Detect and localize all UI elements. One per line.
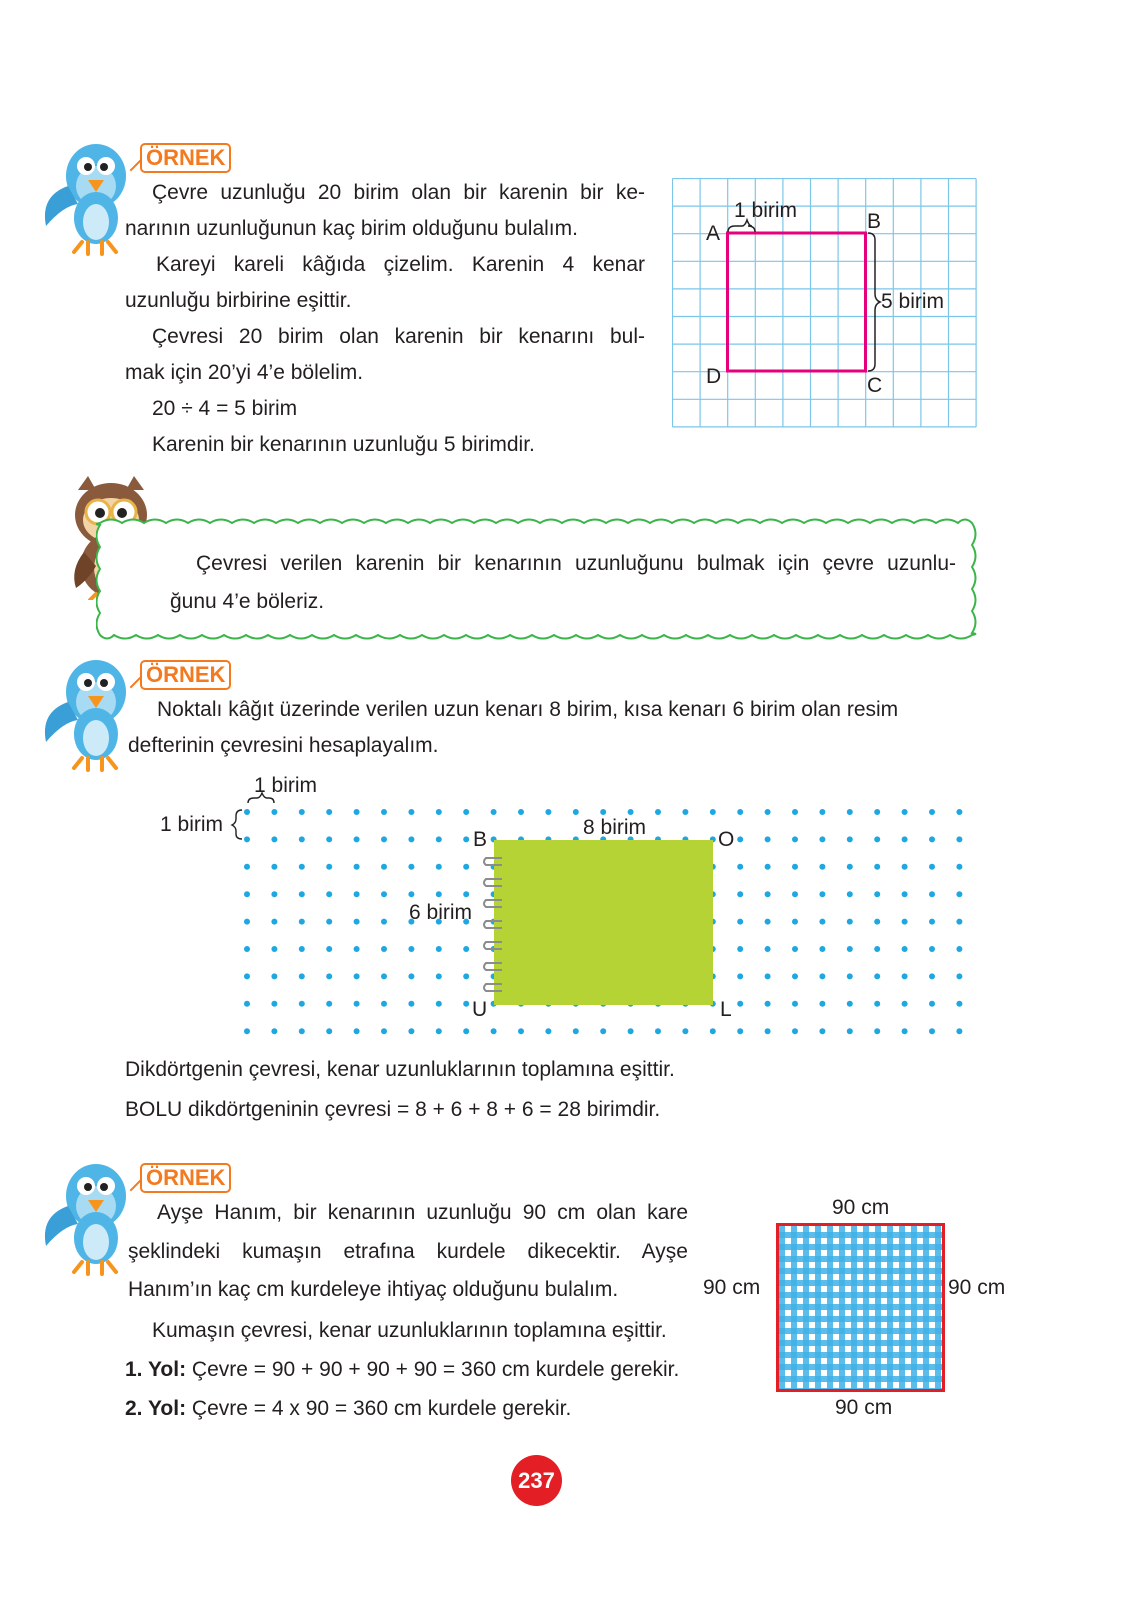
grid-dot <box>929 946 935 952</box>
way2-label: 2. Yol: <box>125 1397 187 1420</box>
grid-dot <box>408 1001 414 1007</box>
grid-dot <box>792 1028 798 1034</box>
unit-label-left: 1 birim <box>160 813 224 836</box>
page-number-badge <box>511 1455 562 1506</box>
grid-dot <box>628 809 634 815</box>
example3-text <box>128 1194 688 1310</box>
info-box-text <box>170 545 956 621</box>
grid-dot <box>956 973 962 979</box>
grid-dot <box>929 864 935 870</box>
grid-dot <box>271 973 277 979</box>
grid-dot <box>271 864 277 870</box>
grid-dot <box>271 809 277 815</box>
grid-dot <box>929 1028 935 1034</box>
grid-dot <box>710 809 716 815</box>
page-number: 237 <box>518 1468 555 1493</box>
ornek-badge-1: ÖRNEK <box>140 143 231 173</box>
grid-dot <box>463 809 469 815</box>
grid-dot <box>354 836 360 842</box>
grid-dot <box>326 973 332 979</box>
grid-dot <box>929 973 935 979</box>
grid-dot <box>819 973 825 979</box>
grid-dot <box>819 864 825 870</box>
fabric-bottom-label: 90 cm <box>835 1396 893 1419</box>
info-line-2: ğunu 4’e böleriz. <box>170 590 325 613</box>
grid-dot <box>956 864 962 870</box>
conclusion-line-2: BOLU dikdörtgeninin çevresi = 8 + 6 + 8 + 6 = 28 birimdir. <box>125 1098 661 1121</box>
dot-paper-svg <box>150 770 980 1040</box>
example2-line-1: Noktalı kâğıt üzerinde verilen uzun kenarı 8 birim, kısa kenarı 6 birim olan resim <box>157 698 899 721</box>
grid-dot <box>326 891 332 897</box>
grid-dot <box>819 891 825 897</box>
grid-dot <box>491 809 497 815</box>
example1-line-5: Çevresi 20 birim olan karenin bir kenarını bul- <box>152 325 645 348</box>
grid-dot <box>874 891 880 897</box>
grid-dot <box>600 809 606 815</box>
grid-dot <box>819 919 825 925</box>
grid-dot <box>737 864 743 870</box>
grid-dot <box>354 946 360 952</box>
grid-dot <box>902 919 908 925</box>
grid-dot <box>299 809 305 815</box>
grid-dot <box>244 809 250 815</box>
grid-dot <box>847 919 853 925</box>
grid-dot <box>244 919 250 925</box>
grid-dot <box>408 864 414 870</box>
example1-line-6: mak için 20’yi 4’e bölelim. <box>125 361 364 384</box>
grid-dot <box>271 946 277 952</box>
grid-dot <box>326 919 332 925</box>
example1-line-2: narının uzunluğunun kaç birim olduğunu bulalım. <box>125 217 578 240</box>
example3-line-1: Ayşe Hanım, bir kenarının uzunluğu 90 cm olan kare <box>157 1201 688 1224</box>
grid-dot <box>819 946 825 952</box>
grid-dot <box>381 946 387 952</box>
grid-dot <box>874 1001 880 1007</box>
grid-dot <box>354 1028 360 1034</box>
grid-dot <box>737 1028 743 1034</box>
grid-dot <box>244 1028 250 1034</box>
grid-dot <box>956 891 962 897</box>
grid-dot <box>244 864 250 870</box>
grid-dot <box>436 973 442 979</box>
grid-dot <box>271 891 277 897</box>
grid-dot <box>847 1001 853 1007</box>
grid-dot <box>573 1028 579 1034</box>
grid-dot <box>929 836 935 842</box>
grid-dot <box>847 864 853 870</box>
example1-line-7: 20 ÷ 4 = 5 birim <box>152 397 298 420</box>
grid-dot <box>929 809 935 815</box>
grid-dot <box>655 809 661 815</box>
corner-o: O <box>718 828 735 851</box>
grid-dot <box>244 836 250 842</box>
grid-dot <box>463 864 469 870</box>
short-side-label: 6 birim <box>409 901 473 924</box>
example3-line-3: Hanım’ın kaç cm kurdeleye ihtiyaç olduğunu bulalım. <box>128 1278 619 1301</box>
grid-dot <box>299 891 305 897</box>
grid-dot <box>874 973 880 979</box>
grid-dot <box>244 891 250 897</box>
grid-dot <box>819 809 825 815</box>
grid-dot <box>436 891 442 897</box>
grid-dot <box>299 864 305 870</box>
square-grid-diagram <box>672 178 977 428</box>
grid-dot <box>874 919 880 925</box>
grid-dot <box>847 946 853 952</box>
square-abcd <box>728 233 866 371</box>
grid-dot <box>929 891 935 897</box>
grid-dot <box>792 891 798 897</box>
fabric-right-label: 90 cm <box>948 1276 1006 1299</box>
grid-dot <box>326 809 332 815</box>
grid-dot <box>956 946 962 952</box>
corner-b: B <box>473 828 488 851</box>
grid-dot <box>956 919 962 925</box>
grid-dot <box>902 946 908 952</box>
grid-dot <box>847 891 853 897</box>
corner-b: B <box>867 210 882 233</box>
grid-dot <box>354 864 360 870</box>
grid-dot <box>408 1028 414 1034</box>
fabric-top-label: 90 cm <box>832 1196 890 1219</box>
dot-paper-diagram <box>150 770 980 1040</box>
grid-dot <box>299 1028 305 1034</box>
grid-dot <box>792 1001 798 1007</box>
way1-text: Çevre = 90 + 90 + 90 + 90 = 360 cm kurdele gerekir. <box>186 1358 680 1381</box>
grid-dot <box>792 864 798 870</box>
grid-dot <box>354 891 360 897</box>
grid-dot <box>765 919 771 925</box>
example1-text <box>125 175 645 463</box>
grid-dot <box>573 809 579 815</box>
grid-dot <box>847 836 853 842</box>
grid-dot <box>381 809 387 815</box>
grid-dot <box>463 1028 469 1034</box>
unit-label: 1 birim <box>734 199 798 222</box>
grid-dot <box>354 973 360 979</box>
grid-dot <box>792 836 798 842</box>
grid-dot <box>381 836 387 842</box>
grid-dot <box>765 1028 771 1034</box>
grid-dot <box>408 836 414 842</box>
ornek-badge-3: ÖRNEK <box>140 1163 231 1193</box>
grid-dot <box>819 836 825 842</box>
corner-d: D <box>706 365 722 388</box>
grid-dot <box>381 891 387 897</box>
bird-mascot-1 <box>38 136 138 258</box>
example3-line-2: şeklindeki kumaşın etrafına kurdele dikecektir. Ayşe <box>128 1239 688 1263</box>
grid-dot <box>299 919 305 925</box>
grid-dot <box>902 836 908 842</box>
grid-dot <box>518 809 524 815</box>
grid-dot <box>491 1028 497 1034</box>
corner-a: A <box>706 222 721 245</box>
grid-dot <box>956 1001 962 1007</box>
grid-dot <box>326 1001 332 1007</box>
grid-dot <box>737 1001 743 1007</box>
grid-dot <box>354 1001 360 1007</box>
bird-mascot-3 <box>38 1156 138 1278</box>
way2 <box>125 1389 765 1428</box>
grid-dot <box>271 1028 277 1034</box>
grid-dot <box>463 973 469 979</box>
grid-dot <box>792 919 798 925</box>
grid-dot <box>381 919 387 925</box>
grid-dot <box>902 973 908 979</box>
example1-line-8: Karenin bir kenarının uzunluğu 5 birimdir. <box>152 433 535 456</box>
long-side-label: 8 birim <box>583 816 647 839</box>
grid-dot <box>765 1001 771 1007</box>
notebook-bolu <box>494 840 713 1005</box>
grid-dot <box>765 946 771 952</box>
grid-dot <box>408 891 414 897</box>
grid-dot <box>545 1028 551 1034</box>
grid-dot <box>956 809 962 815</box>
grid-dot <box>710 1028 716 1034</box>
unit-brace-left <box>232 810 242 839</box>
ornek-badge-2: ÖRNEK <box>140 660 231 690</box>
grid-dot <box>436 809 442 815</box>
grid-dot <box>765 891 771 897</box>
grid-dot <box>408 946 414 952</box>
grid-dot <box>956 1028 962 1034</box>
grid-dot <box>874 836 880 842</box>
grid-dot <box>628 1028 634 1034</box>
grid-dot <box>765 836 771 842</box>
grid-dot <box>600 1028 606 1034</box>
grid-dot <box>792 946 798 952</box>
grid-dot <box>299 836 305 842</box>
grid-dot <box>682 809 688 815</box>
grid-dot <box>436 1001 442 1007</box>
corner-u: U <box>472 998 488 1021</box>
grid-dot <box>847 973 853 979</box>
grid-dot <box>902 864 908 870</box>
grid-dot <box>902 809 908 815</box>
example2-conclusion <box>125 1050 975 1130</box>
grid-dot <box>354 919 360 925</box>
grid-dot <box>765 973 771 979</box>
grid-dot <box>737 836 743 842</box>
grid-dot <box>244 1001 250 1007</box>
grid-dot <box>381 864 387 870</box>
grid-dot <box>765 809 771 815</box>
grid-dot <box>436 836 442 842</box>
grid-dot <box>436 946 442 952</box>
grid-dot <box>929 1001 935 1007</box>
example3-line-4: Kumaşın çevresi, kenar uzunluklarının toplamına eşittir. <box>152 1319 667 1342</box>
grid-dot <box>792 809 798 815</box>
way1-label: 1. Yol: <box>125 1358 187 1381</box>
grid-dot <box>902 891 908 897</box>
grid-dot <box>326 1028 332 1034</box>
grid-dot <box>271 836 277 842</box>
grid-dot <box>792 973 798 979</box>
corner-c: C <box>867 374 883 397</box>
grid-dot <box>682 1028 688 1034</box>
grid-dot <box>408 809 414 815</box>
grid-dot <box>737 946 743 952</box>
grid-dot <box>819 1028 825 1034</box>
grid-dot <box>354 809 360 815</box>
grid-dot <box>518 1028 524 1034</box>
grid-dot <box>737 891 743 897</box>
grid-dot <box>655 1028 661 1034</box>
grid-dot <box>299 946 305 952</box>
grid-dot <box>847 1028 853 1034</box>
grid-dot <box>326 864 332 870</box>
grid-dot <box>381 1001 387 1007</box>
example1-line-4: uzunluğu birbirine eşittir. <box>125 289 352 312</box>
grid-dot <box>545 809 551 815</box>
grid-dot <box>463 1001 469 1007</box>
example2-text <box>128 692 978 764</box>
grid-dot <box>847 809 853 815</box>
grid-dot <box>381 1028 387 1034</box>
grid-dot <box>902 1001 908 1007</box>
grid-dot <box>436 864 442 870</box>
grid-dot <box>326 946 332 952</box>
example1-line-3: Kareyi kareli kâğıda çizelim. Karenin 4 kenar <box>156 253 645 276</box>
grid-dot <box>819 1001 825 1007</box>
grid-dot <box>737 919 743 925</box>
grid-dot <box>902 1028 908 1034</box>
grid-dot <box>299 973 305 979</box>
conclusion-line-1: Dikdörtgenin çevresi, kenar uzunluklarının toplamına eşittir. <box>125 1058 675 1081</box>
grid-dot <box>874 809 880 815</box>
grid-dot <box>874 864 880 870</box>
example2-line-2: defterinin çevresini hesaplayalım. <box>128 734 439 757</box>
grid-dot <box>874 946 880 952</box>
grid-dot <box>381 973 387 979</box>
grid-dot <box>463 836 469 842</box>
grid-dot <box>463 891 469 897</box>
unit-label-top: 1 birim <box>254 774 318 797</box>
grid-dot <box>326 836 332 842</box>
gingham-fabric <box>776 1223 945 1392</box>
grid-dot <box>244 946 250 952</box>
grid-dot <box>956 836 962 842</box>
grid-dot <box>929 919 935 925</box>
corner-l: L <box>720 998 732 1021</box>
grid-dot <box>765 864 771 870</box>
fabric-left-label: 90 cm <box>703 1276 761 1299</box>
grid-dot <box>874 1028 880 1034</box>
grid-dot <box>737 973 743 979</box>
info-box <box>96 515 978 642</box>
example3-body <box>125 1311 765 1428</box>
way2-text: Çevre = 4 x 90 = 360 cm kurdele gerekir. <box>186 1397 572 1420</box>
grid-dot <box>463 946 469 952</box>
info-line-1: Çevresi verilen karenin bir kenarının uzunluğunu bulmak için çevre uzunlu- <box>196 552 956 575</box>
grid-dot <box>299 1001 305 1007</box>
grid-dot <box>271 1001 277 1007</box>
side-brace <box>868 233 880 371</box>
way1 <box>125 1350 765 1389</box>
grid-dot <box>436 1028 442 1034</box>
grid-dot <box>244 973 250 979</box>
bird-mascot-2 <box>38 652 138 774</box>
fabric-diagram <box>700 1190 1040 1430</box>
example1-line-1: Çevre uzunluğu 20 birim olan bir karenin bir ke- <box>152 181 645 204</box>
side-label: 5 birim <box>881 290 945 313</box>
grid-dot <box>271 919 277 925</box>
grid-dot <box>408 973 414 979</box>
grid-dot <box>737 809 743 815</box>
